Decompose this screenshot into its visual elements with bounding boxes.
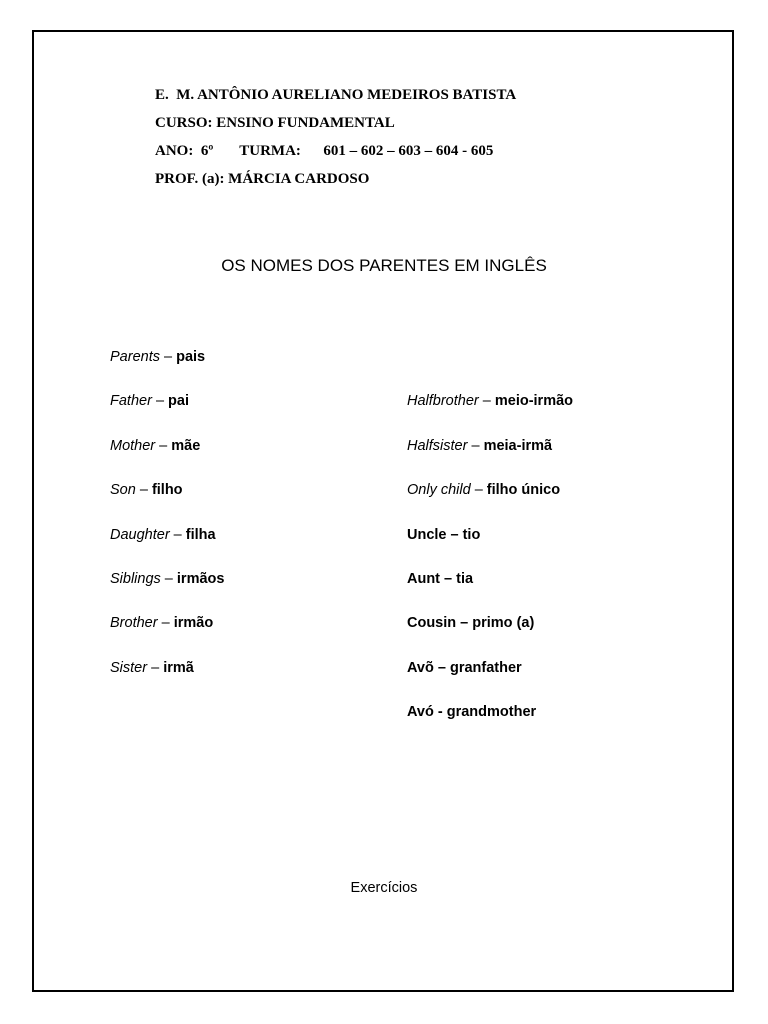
vocab-entry-aunt: Aunt – tia — [407, 570, 474, 587]
vocab-entry-father — [110, 391, 224, 435]
english-term: Siblings — [110, 570, 161, 587]
english-term: Only child — [407, 482, 471, 499]
vocab-entry-sister — [110, 658, 224, 702]
course-line: CURSO: ENSINO FUNDAMENTAL — [155, 115, 395, 131]
english-term: Brother — [110, 615, 158, 632]
vocab-entry-parents — [110, 347, 224, 391]
vocab-entry-cousin: Cousin – primo (a) — [407, 615, 535, 632]
english-term: Father — [110, 393, 152, 410]
vocab-column-left — [110, 347, 224, 702]
vocab-column-right — [407, 391, 573, 746]
portuguese-term: irmão — [173, 615, 214, 632]
vocab-entry-uncle: Uncle – tio — [407, 526, 481, 543]
vocab-entry-grandfather: Avõ – granfather — [407, 659, 522, 676]
page-title: OS NOMES DOS PARENTES EM INGLÊS — [221, 256, 547, 275]
vocab-entry-daughter — [110, 525, 224, 569]
english-term: Mother — [110, 437, 156, 454]
document-header — [155, 86, 516, 198]
vocab-entry-grandmother: Avó - grandmother — [407, 704, 537, 721]
english-term: Daughter — [110, 526, 170, 543]
vocab-entry-son — [110, 480, 224, 524]
english-term: Sister — [110, 659, 148, 676]
separator: – — [135, 482, 152, 499]
separator: – — [157, 615, 174, 632]
separator: – — [467, 437, 484, 454]
portuguese-term: meio-irmão — [494, 393, 574, 410]
vocab-entry-only-child — [407, 480, 573, 524]
grade-class-line: ANO: 6º TURMA: 601 – 602 – 603 – 604 - 605 — [155, 143, 494, 159]
portuguese-term: mãe — [171, 437, 201, 454]
separator: – — [147, 659, 164, 676]
separator: – — [155, 437, 172, 454]
school-name: E. M. ANTÔNIO AURELIANO MEDEIROS BATISTA — [155, 87, 517, 103]
separator: – — [160, 570, 177, 587]
separator: – — [169, 526, 186, 543]
vocab-entry-halfsister — [407, 436, 573, 480]
separator: – — [151, 393, 169, 410]
separator: – — [470, 482, 487, 499]
english-term: Halfbrother — [407, 393, 479, 410]
portuguese-term: filha — [185, 526, 216, 543]
english-term: Son — [110, 482, 136, 499]
vocab-entry-halfbrother — [407, 391, 573, 435]
portuguese-term: meia-irmã — [483, 437, 553, 454]
portuguese-term: filho — [151, 482, 183, 499]
separator: – — [159, 349, 177, 365]
english-term: Parents — [110, 349, 160, 365]
separator: – — [478, 393, 495, 410]
portuguese-term: pais — [176, 349, 206, 365]
portuguese-term: filho único — [486, 482, 561, 499]
vocab-entry-mother — [110, 436, 224, 480]
teacher-line: PROF. (a): MÁRCIA CARDOSO — [155, 171, 370, 187]
vocab-entry-siblings — [110, 569, 224, 613]
portuguese-term: irmãos — [176, 570, 225, 587]
exercises-heading: Exercícios — [350, 880, 418, 896]
portuguese-term: pai — [168, 393, 189, 410]
vocab-entry-brother — [110, 613, 224, 657]
portuguese-term: irmã — [163, 659, 194, 676]
english-term: Halfsister — [407, 437, 468, 454]
